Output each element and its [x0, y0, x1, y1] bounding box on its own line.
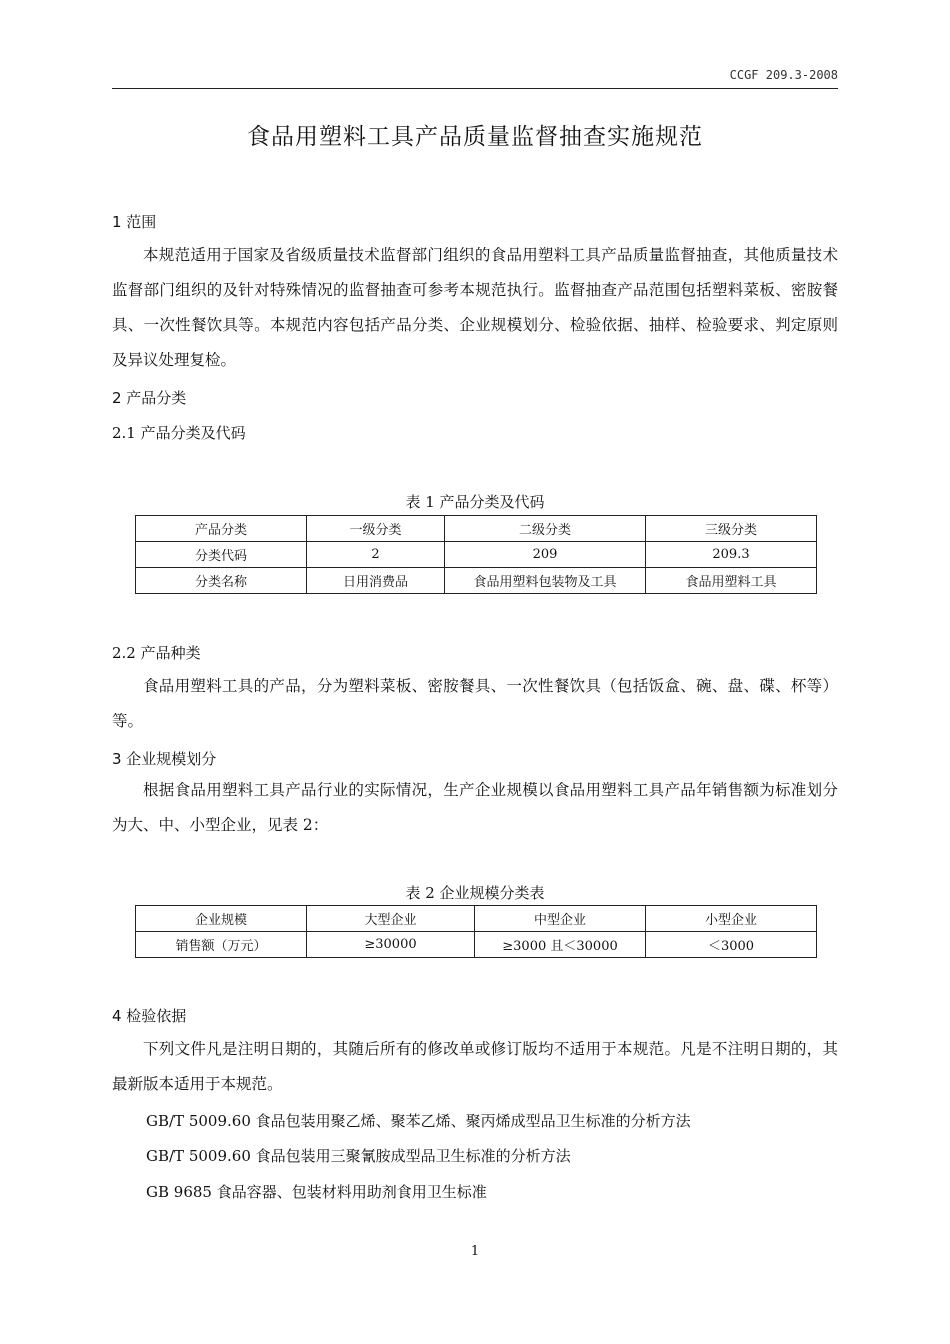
page-number: 1	[470, 1244, 480, 1259]
section-4-heading: 4 检验依据	[112, 1007, 187, 1025]
table-cell: ≥30000	[307, 932, 475, 958]
header-rule	[112, 88, 838, 89]
table-cell: 食品用塑料包装物及工具	[445, 568, 646, 594]
table-cell: 食品用塑料工具	[646, 568, 817, 594]
table-cell: ≥3000 且＜30000	[475, 932, 646, 958]
table-cell: 企业规模	[136, 906, 307, 932]
table-row	[136, 906, 817, 932]
reference-item: GB 9685 食品容器、包装材料用助剂食用卫生标准	[146, 1183, 487, 1201]
enterprise-scale-table	[135, 905, 817, 958]
table-2-caption: 表 2 企业规模分类表	[405, 884, 545, 902]
table-cell: 中型企业	[475, 906, 646, 932]
table-cell: 大型企业	[307, 906, 475, 932]
reference-item: GB/T 5009.60 食品包装用聚乙烯、聚苯乙烯、聚丙烯成型品卫生标准的分析方法	[146, 1112, 691, 1130]
table-row	[136, 516, 817, 542]
table-cell: 日用消费品	[307, 568, 445, 594]
table-row	[136, 932, 817, 958]
table-cell: 分类代码	[136, 542, 307, 568]
document-title: 食品用塑料工具产品质量监督抽查实施规范	[247, 124, 703, 150]
table-cell: 二级分类	[445, 516, 646, 542]
table-row	[136, 542, 817, 568]
table-1-caption: 表 1 产品分类及代码	[405, 493, 545, 511]
table-cell: 销售额（万元）	[136, 932, 307, 958]
table-cell: 小型企业	[646, 906, 817, 932]
table-cell: 产品分类	[136, 516, 307, 542]
table-cell: 三级分类	[646, 516, 817, 542]
product-classification-table	[135, 515, 817, 594]
section-3-heading: 3 企业规模划分	[112, 750, 217, 768]
section-4-text: 下列文件凡是注明日期的，其随后所有的修改单或修订版均不适用于本规范。凡是不注明日期的，其最新版本适用于本规范。	[112, 1040, 838, 1093]
section-2-2-text: 食品用塑料工具的产品，分为塑料菜板、密胺餐具、一次性餐饮具（包括饭盒、碗、盘、碟、杯等）等。	[112, 677, 838, 730]
table-cell: 分类名称	[136, 568, 307, 594]
table-cell: ＜3000	[646, 932, 817, 958]
section-2-2-heading: 2.2 产品种类	[112, 644, 201, 662]
table-cell: 2	[307, 542, 445, 568]
table-cell: 一级分类	[307, 516, 445, 542]
table-cell: 209	[445, 542, 646, 568]
section-2-heading: 2 产品分类	[112, 389, 187, 407]
section-1-heading: 1 范围	[112, 213, 157, 231]
document-code: CCGF 209.3-2008	[729, 68, 838, 82]
table-row	[136, 568, 817, 594]
section-2-1-heading: 2.1 产品分类及代码	[112, 424, 246, 442]
table-cell: 209.3	[646, 542, 817, 568]
section-3-text: 根据食品用塑料工具产品行业的实际情况，生产企业规模以食品用塑料工具产品年销售额为标准划分为大、中、小型企业，见表 2：	[112, 781, 838, 834]
section-1-text: 本规范适用于国家及省级质量技术监督部门组织的食品用塑料工具产品质量监督抽查，其他质量技术监督部门组织的及针对特殊情况的监督抽查可参考本规范执行。监督抽查产品范围包括塑料菜板、密胺餐具、一次性餐饮具等。本规范内容包括产品分类、企业规模划分、检验依据、抽样、检验要求、判定原则及异议处理复检。	[112, 246, 838, 369]
reference-item: GB/T 5009.60 食品包装用三聚氰胺成型品卫生标准的分析方法	[146, 1147, 571, 1165]
